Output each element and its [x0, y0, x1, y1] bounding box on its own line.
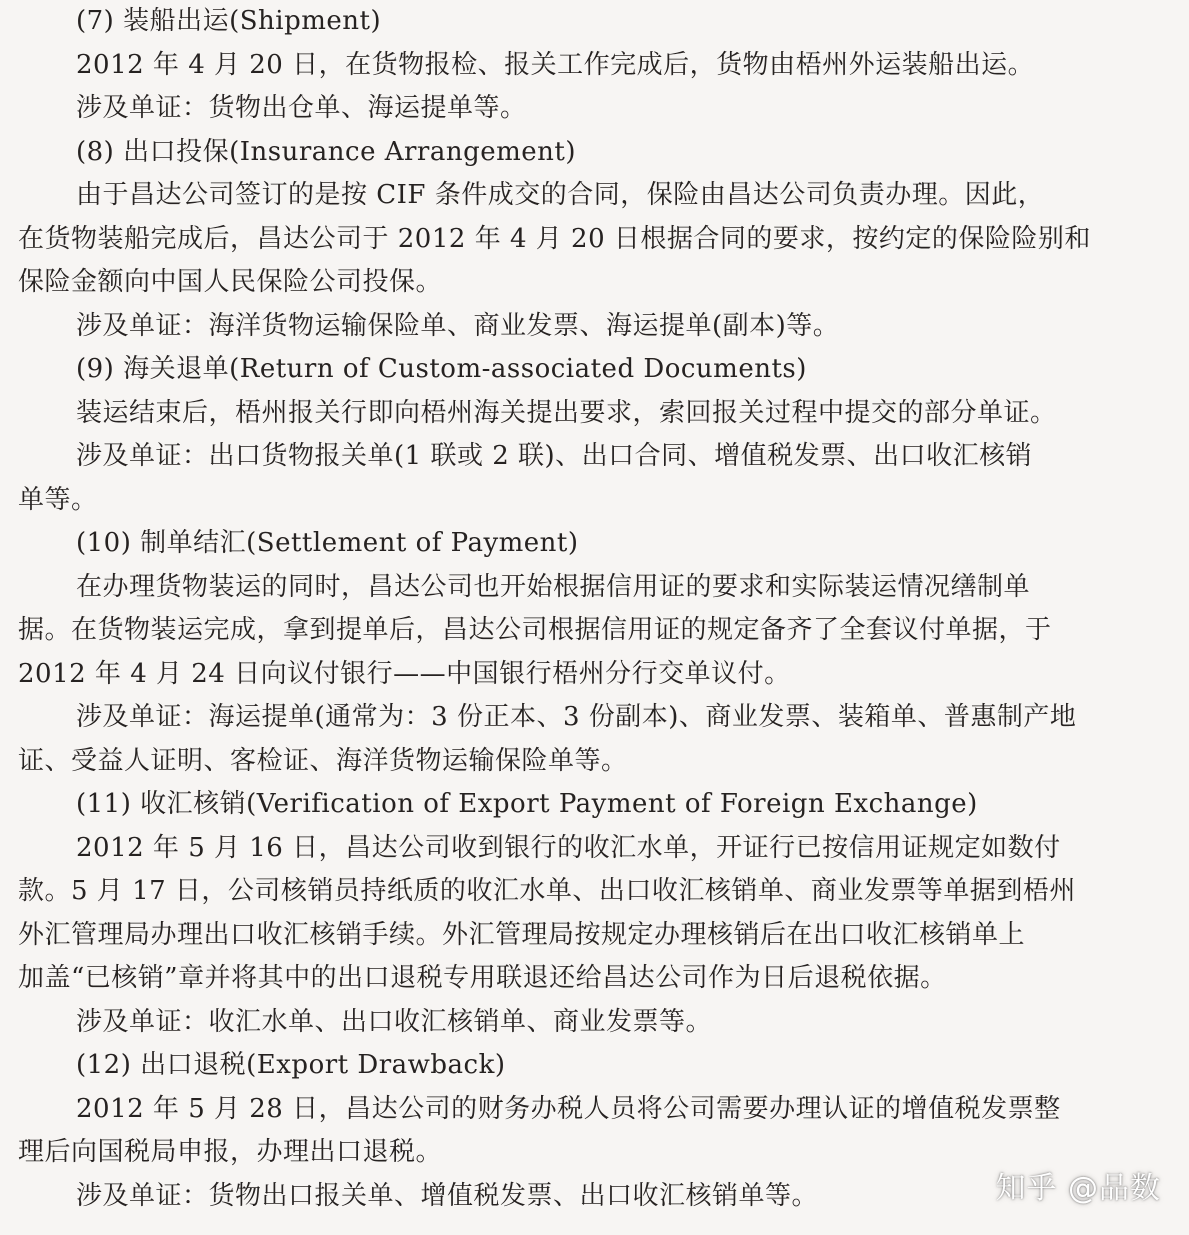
section-heading: (11) 收汇核销(Verification of Export Payment of Foreign Exchange) [76, 789, 978, 819]
paragraph-continuation-line: 加盖“已核销”章并将其中的出口退税专用联退还给昌达公司作为日后退税依据。 [18, 963, 947, 993]
paragraph-line: 涉及单证：收汇水单、出口收汇核销单、商业发票等。 [76, 1006, 713, 1037]
paragraph-line: 涉及单证：货物出口报关单、增值税发票、出口收汇核销单等。 [76, 1180, 819, 1211]
paragraph-line: 由于昌达公司签订的是按 CIF 条件成交的合同，保险由昌达公司负责办理。因此， [76, 180, 1045, 210]
paragraph-continuation-line: 款。5 月 17 日，公司核销员持纸质的收汇水单、出口收汇核销单、商业发票等单据到梧州 [18, 876, 1076, 906]
section-heading: (9) 海关退单(Return of Custom-associated Documents) [76, 354, 807, 384]
paragraph-line: 涉及单证：海洋货物运输保险单、商业发票、海运提单(副本)等。 [76, 310, 840, 341]
paragraph-continuation-line: 外汇管理局办理出口收汇核销手续。外汇管理局按规定办理核销后在出口收汇核销单上 [18, 919, 1026, 950]
paragraph-line: 涉及单证：海运提单(通常为：3 份正本、3 份副本)、商业发票、装箱单、普惠制产地 [76, 702, 1077, 732]
section-heading: (10) 制单结汇(Settlement of Payment) [76, 528, 579, 558]
paragraph-line: 2012 年 4 月 20 日，在货物报检、报关工作完成后，货物由梧州外运装船出运。 [76, 49, 1035, 80]
paragraph-line: 2012 年 5 月 16 日，昌达公司收到银行的收汇水单，开证行已按信用证规定如数付 [76, 832, 1061, 863]
paragraph-continuation-line: 证、受益人证明、客检证、海洋货物运输保险单等。 [18, 745, 628, 776]
paragraph-line: 2012 年 5 月 28 日，昌达公司的财务办税人员将公司需要办理认证的增值税发票整 [76, 1093, 1061, 1124]
paragraph-continuation-line: 2012 年 4 月 24 日向议付银行——中国银行梧州分行交单议付。 [18, 658, 791, 689]
paragraph-continuation-line: 保险金额向中国人民保险公司投保。 [18, 267, 443, 297]
section-heading: (8) 出口投保(Insurance Arrangement) [76, 136, 577, 167]
paragraph-line: 涉及单证：货物出仓单、海运提单等。 [76, 93, 527, 123]
section-heading: (12) 出口退税(Export Drawback) [76, 1050, 506, 1080]
paragraph-line: 在办理货物装运的同时，昌达公司也开始根据信用证的要求和实际装运情况缮制单 [76, 571, 1031, 602]
paragraph-continuation-line: 在货物装船完成后，昌达公司于 2012 年 4 月 20 日根据合同的要求，按约定的保险险别和 [18, 223, 1091, 254]
paragraph-line: 涉及单证：出口货物报关单(1 联或 2 联)、出口合同、增值税发票、出口收汇核销 [76, 441, 1033, 471]
zhihu-watermark: 知乎 @品数 [995, 1171, 1161, 1206]
paragraph-continuation-line: 理后向国税局申报，办理出口退税。 [18, 1137, 443, 1167]
paragraph-continuation-line: 据。在货物装运完成，拿到提单后，昌达公司根据信用证的规定备齐了全套议付单据，于 [18, 615, 1052, 645]
paragraph-continuation-line: 单等。 [18, 484, 98, 515]
section-heading: (7) 装船出运(Shipment) [76, 6, 382, 36]
paragraph-line: 装运结束后，梧州报关行即向梧州海关提出要求，索回报关过程中提交的部分单证。 [76, 397, 1057, 428]
